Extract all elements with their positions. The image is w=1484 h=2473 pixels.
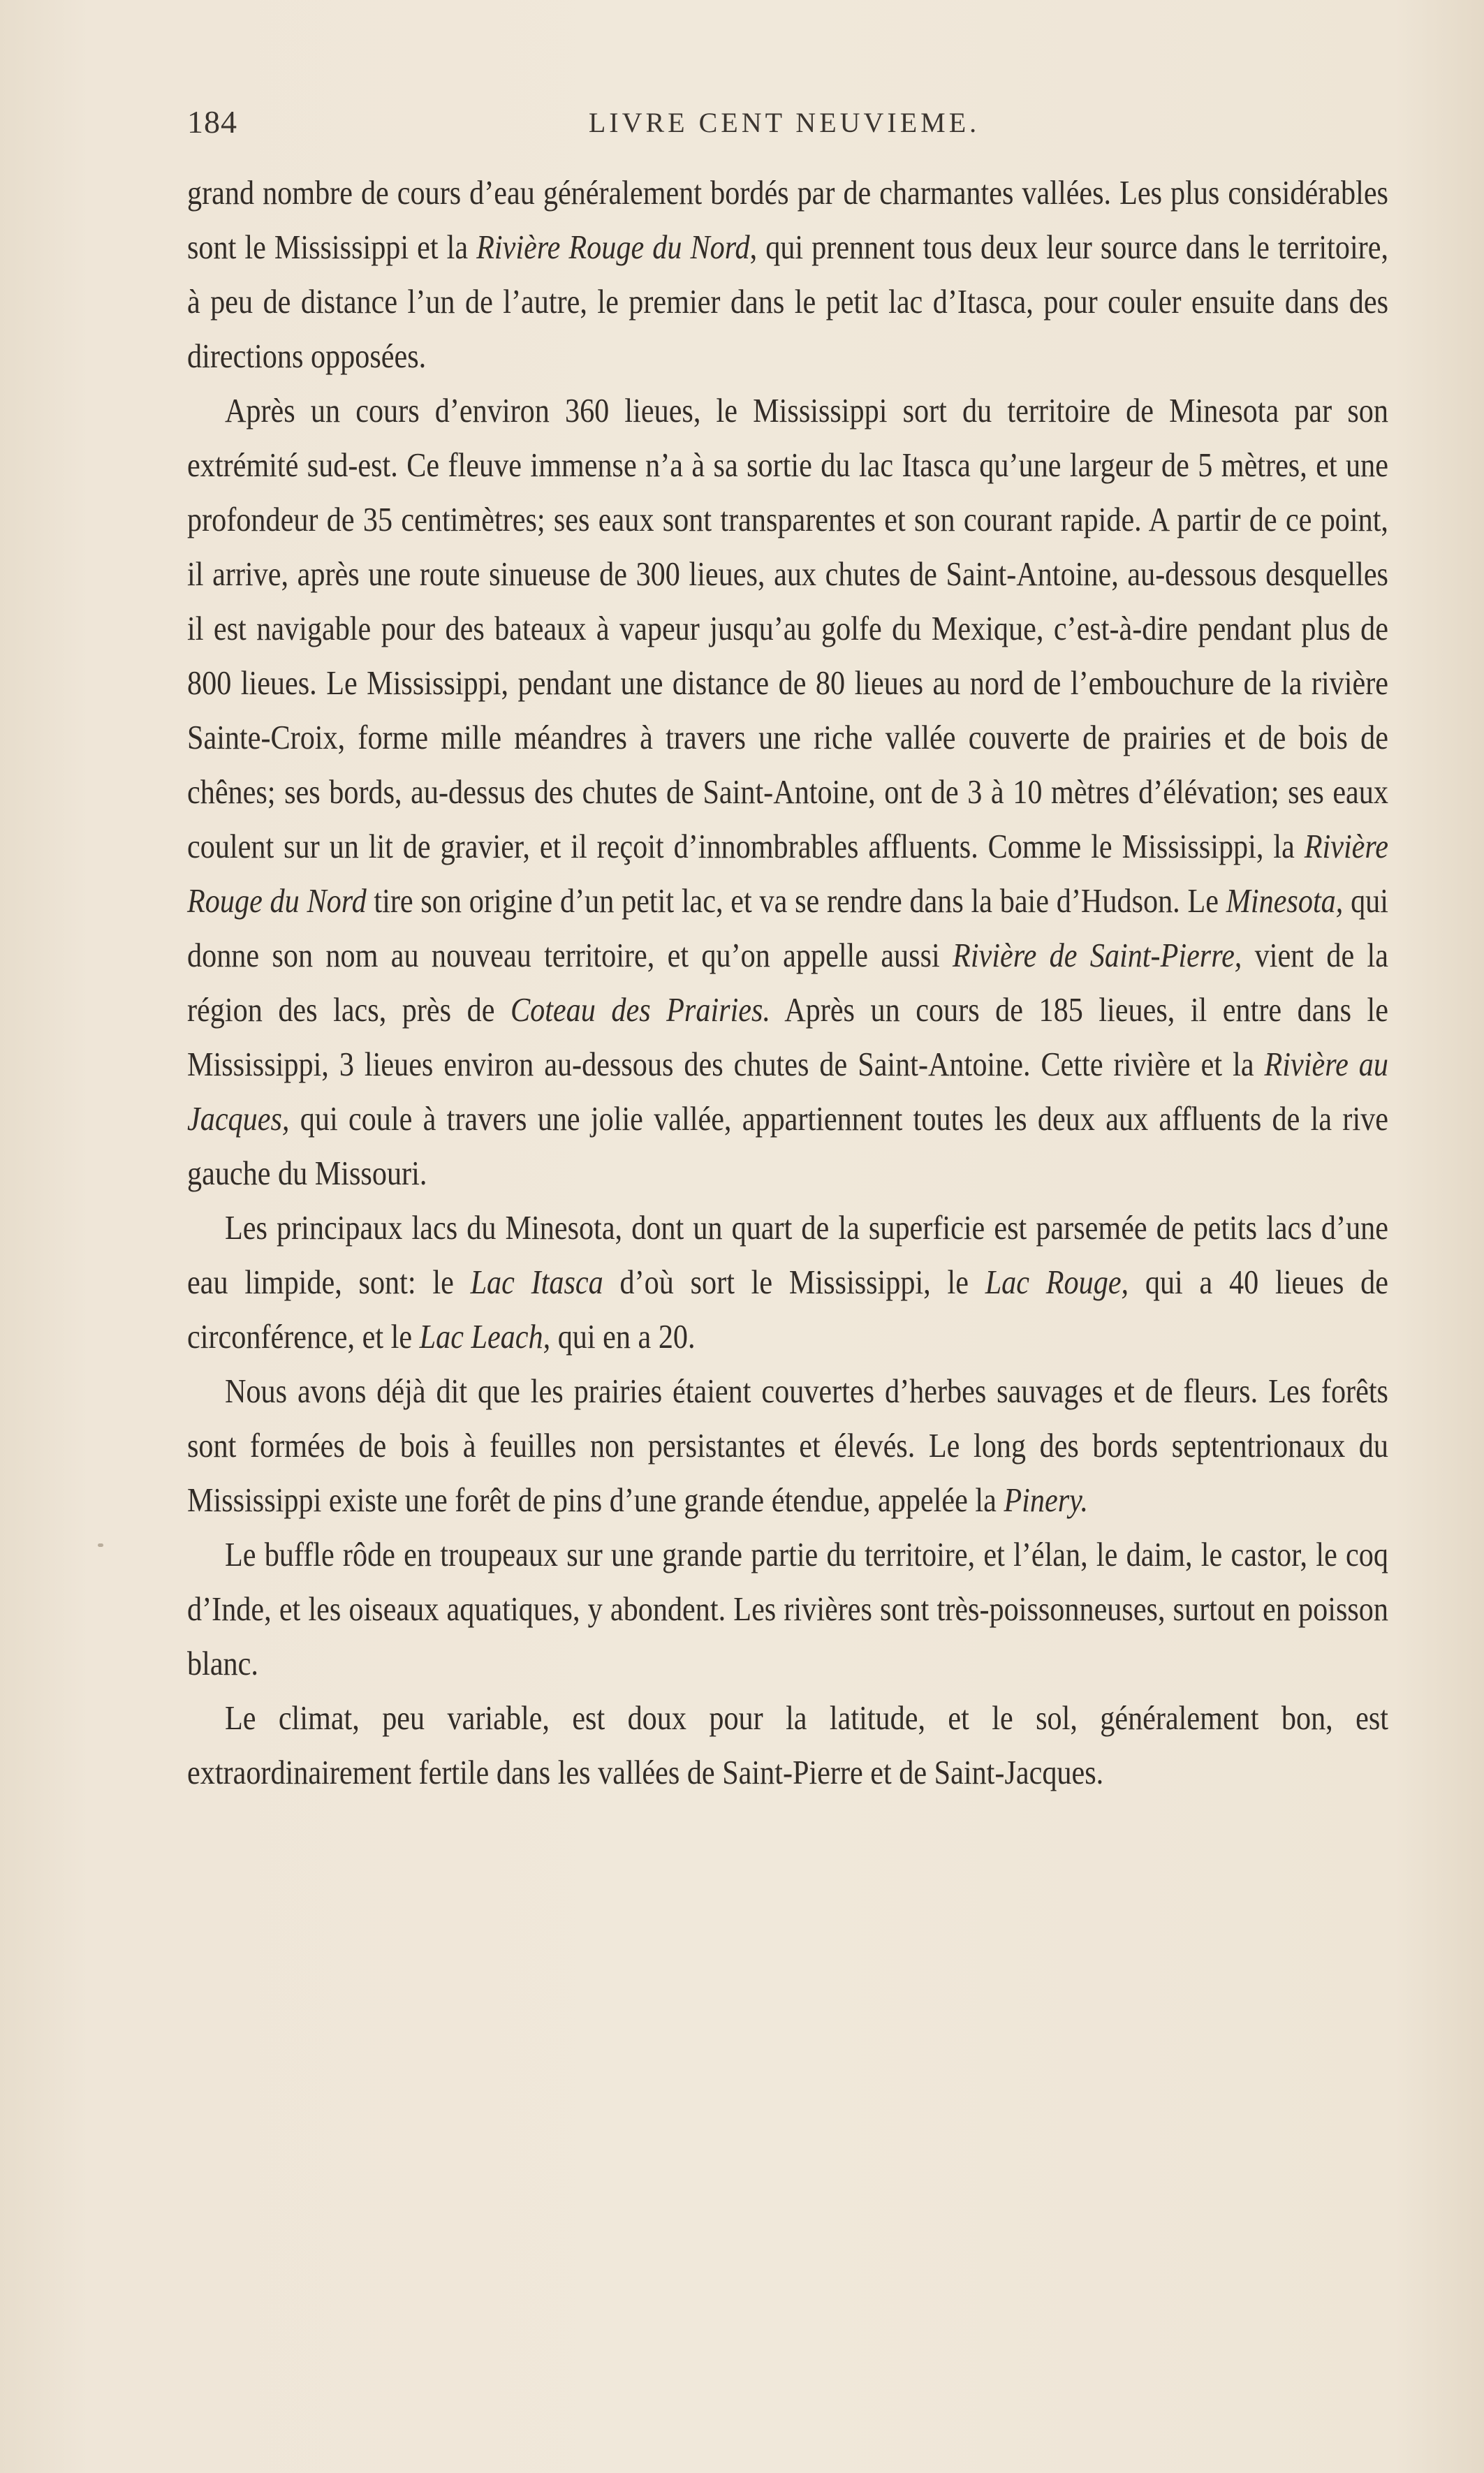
text-run: tire son origine d’un petit lac, et va se rendre dans la baie d’Hudson. Le [366, 883, 1226, 920]
text-run: Après un cours d’environ 360 lieues, le Mississippi sort du territoire de Minesota par son extrémité sud-est. Ce fleuve immense n’a à sa sortie du lac Itasca qu’une largeur de 5 mètres, et une profondeur de 35 centimètres; ses eaux sont transparentes et son courant rapide. A partir de ce point, il arrive, après une route sinueuse de 300 lieues, aux chutes de Saint-Antoine, au-dessous desquelles il est navigable pour des bateaux à vapeur jusqu’au golfe du Mexique, c’est-à-dire pendant plus de 800 lieues. Le Mississippi, pendant une distance de 80 lieues au nord de l’embouchure de la rivière Sainte-Croix, forme mille méandres à travers une riche vallée couverte de prairies et de bois de chênes; ses bords, au-dessus des chutes de Saint-Antoine, ont de 3 à 10 mètres d’élévation; ses eaux coulent sur un lit de gravier, et il reçoit d’innombrables affluents. Comme le Mississippi, la [187, 392, 1388, 865]
italic-name: Lac Itasca [470, 1264, 603, 1301]
italic-name: Rivière Rouge du Nord [476, 229, 750, 266]
text-run: grand nombre de cours d’eau généralement bordés par de charmantes vallées. Les plus considérables sont le Mississippi et la [187, 175, 1388, 266]
italic-name: Lac Leach, [419, 1319, 551, 1356]
paragraph [187, 1201, 1388, 1365]
italic-name: Minesota, [1226, 883, 1344, 920]
text-run: vient de la région des lacs, près de [187, 937, 1388, 1029]
text-run: Nous avons déjà dit que les prairies étaient couvertes d’herbes sauvages et de fleurs. Les forêts sont formées de bois à feuilles non persistantes et élevés. Le long des bords septentrionaux du Mississippi existe une forêt de pins d’une grande étendue, appelée la [187, 1373, 1388, 1519]
text-run: qui donne son nom au nouveau territoire, et qu’on appelle aussi [187, 883, 1388, 974]
body-text [187, 166, 1388, 1800]
italic-name: Rivière au Jacques, [187, 1046, 1388, 1138]
text-run: Les principaux lacs du Minesota, dont un quart de la superficie est parsemée de petits lacs d’une eau limpide, sont: le [187, 1210, 1388, 1301]
text-run: qui en a 20. [550, 1319, 696, 1356]
page-number: 184 [187, 104, 237, 140]
italic-name: Pinery. [1004, 1482, 1089, 1519]
text-run: Le buffle rôde en troupeaux sur une grande partie du territoire, et l’élan, le daim, le castor, le coq d’Inde, et les oiseaux aquatiques, y abondent. Les rivières sont très-poissonneuses, surtout en poisson blanc. [187, 1536, 1388, 1682]
paragraph [187, 166, 1388, 384]
running-head [187, 103, 1381, 145]
margin-mark [98, 1543, 103, 1547]
running-title: LIVRE CENT NEUVIEME. [588, 107, 980, 138]
text-run: d’où sort le Mississippi, le [603, 1264, 985, 1301]
paragraph [187, 1365, 1388, 1528]
text-run: , qui prennent tous deux leur source dans le territoire, à peu de distance l’un de l’autre, le premier dans le petit lac d’Itasca, pour couler ensuite dans des directions opposées. [187, 229, 1389, 375]
italic-name: Lac Rouge, [985, 1264, 1129, 1301]
italic-name: Rivière Rouge du Nord [187, 828, 1388, 920]
paragraph [187, 1692, 1388, 1800]
text-run: Après un cours de 185 lieues, il entre dans le Mississippi, 3 lieues environ au-dessous des chutes de Saint-Antoine. Cette rivière et la [187, 992, 1388, 1083]
paragraph [187, 384, 1388, 1201]
italic-name: Coteau des Prairies. [510, 992, 771, 1029]
text-run: qui coule à travers une jolie vallée, appartiennent toutes les deux aux affluents de la rive gauche du Missouri. [187, 1101, 1388, 1192]
paragraph [187, 1528, 1388, 1692]
text-run: Le climat, peu variable, est doux pour la latitude, et le sol, généralement bon, est extraordinairement fertile dans les vallées de Saint-Pierre et de Saint-Jacques. [187, 1700, 1388, 1791]
text-run: qui a 40 lieues de circonférence, et le [187, 1264, 1389, 1356]
italic-name: Rivière de Saint-Pierre, [953, 937, 1242, 974]
